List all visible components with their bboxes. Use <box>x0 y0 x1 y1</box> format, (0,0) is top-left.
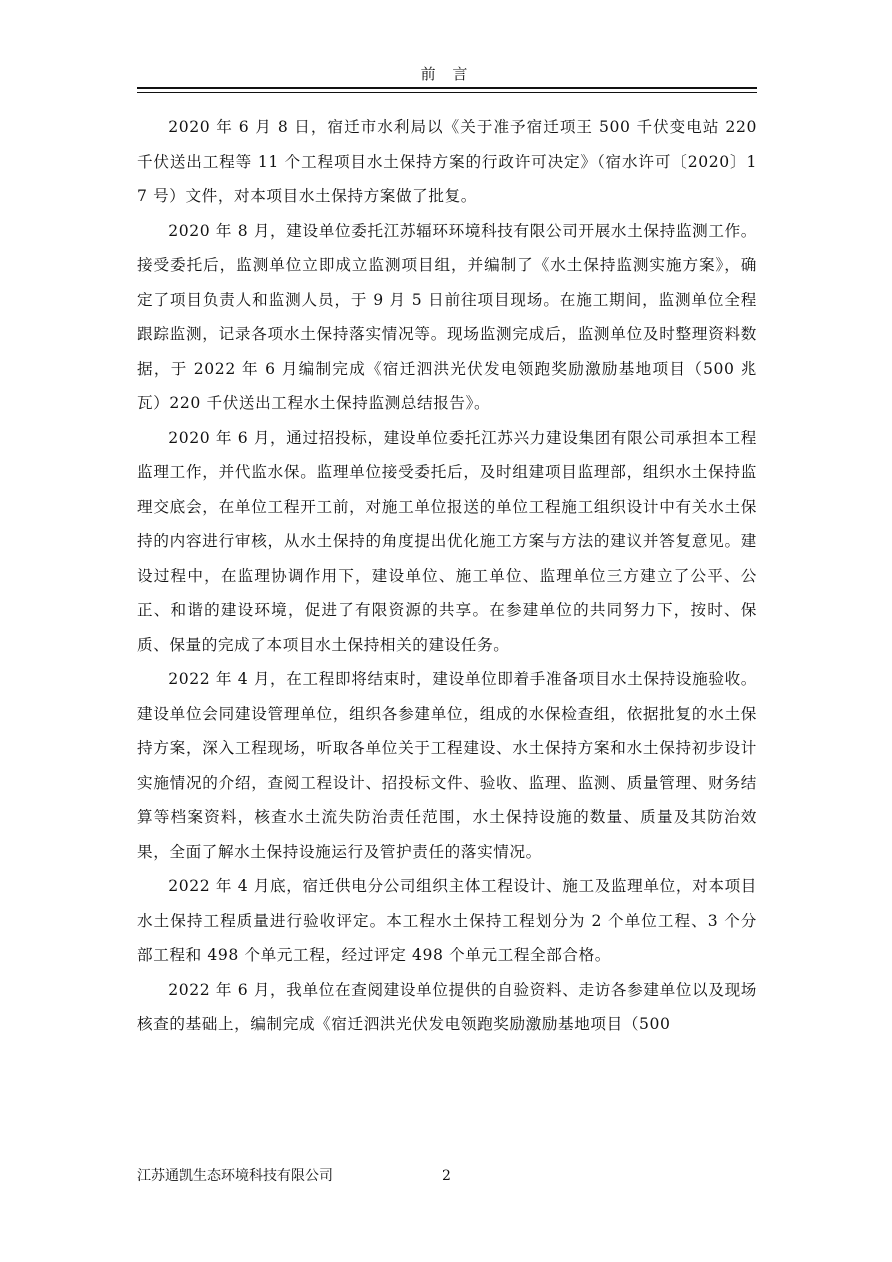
running-header-title: 前 言 <box>420 65 474 83</box>
header-rule-thick <box>137 87 757 89</box>
header-rule-thin <box>137 92 757 93</box>
paragraph-report-compilation: 2022 年 6 月，我单位在查阅建设单位提供的自验资料、走访各参建单位以及现场核查的基础上，编制完成《宿迁泗洪光伏发电领跑奖励激励基地项目（500 <box>137 980 757 1033</box>
paragraph-monitoring: 2020 年 8 月，建设单位委托江苏辐环环境科技有限公司开展水土保持监测工作。接受委托后，监测单位立即成立监测项目组，并编制了《水土保持监测实施方案》，确定了项目负责人和监测人员，于 9 月 5 日前往项目现场。在施工期间，监测单位全程跟踪监测，记录各项水土保持落实情况等。现场监测完成后，监测单位及时整理资料数据，于 2022 年 6 月编制完成《宿迁泗洪光伏发电领跑奖励激励基地项目（500 兆瓦）220 千伏送出工程水土保持监测总结报告》。 <box>137 221 757 412</box>
paragraph-supervision: 2020 年 6 月，通过招投标，建设单位委托江苏兴力建设集团有限公司承担本工程监理工作，并代监水保。监理单位接受委托后，及时组建项目监理部，组织水土保持监理交底会，在单位工程开工前，对施工单位报送的单位工程施工组织设计中有关水土保持的内容进行审核，从水土保持的角度提出优化施工方案与方法的建议并答复意见。建设过程中，在监理协调作用下，建设单位、施工单位、监理单位三方建立了公平、公正、和谐的建设环境，促进了有限资源的共享。在参建单位的共同努力下，按时、保质、保量的完成了本项目水土保持相关的建设任务。 <box>137 428 757 654</box>
paragraph-acceptance-prep: 2022 年 4 月，在工程即将结束时，建设单位即着手准备项目水土保持设施验收。建设单位会同建设管理单位，组织各参建单位，组成的水保检查组，依据批复的水土保持方案，深入工程现场，听取各单位关于工程建设、水土保持方案和水土保持初步设计实施情况的介绍，查阅工程设计、招投标文件、验收、监理、监测、质量管理、财务结算等档案资料，核查水土流失防治责任范围，水土保持设施的数量、质量及其防治效果，全面了解水土保持设施运行及管护责任的落实情况。 <box>137 670 757 861</box>
body-text <box>137 110 757 1042</box>
paragraph-quality-evaluation: 2022 年 4 月底，宿迁供电分公司组织主体工程设计、施工及监理单位，对本项目水土保持工程质量进行验收评定。本工程水土保持工程划分为 2 个单位工程、3 个分部工程和 498 个单元工程，经过评定 498 个单元工程全部合格。 <box>137 877 757 964</box>
paragraph-approval: 2020 年 6 月 8 日，宿迁市水利局以《关于准予宿迁项王 500 千伏变电站 220 千伏送出工程等 11 个工程项目水土保持方案的行政许可决定》（宿水许可〔2020〕17 号）文件，对本项目水土保持方案做了批复。 <box>137 118 757 205</box>
footer-page-number: 2 <box>442 1168 451 1184</box>
footer-company-name: 江苏通凯生态环境科技有限公司 <box>137 1168 333 1184</box>
